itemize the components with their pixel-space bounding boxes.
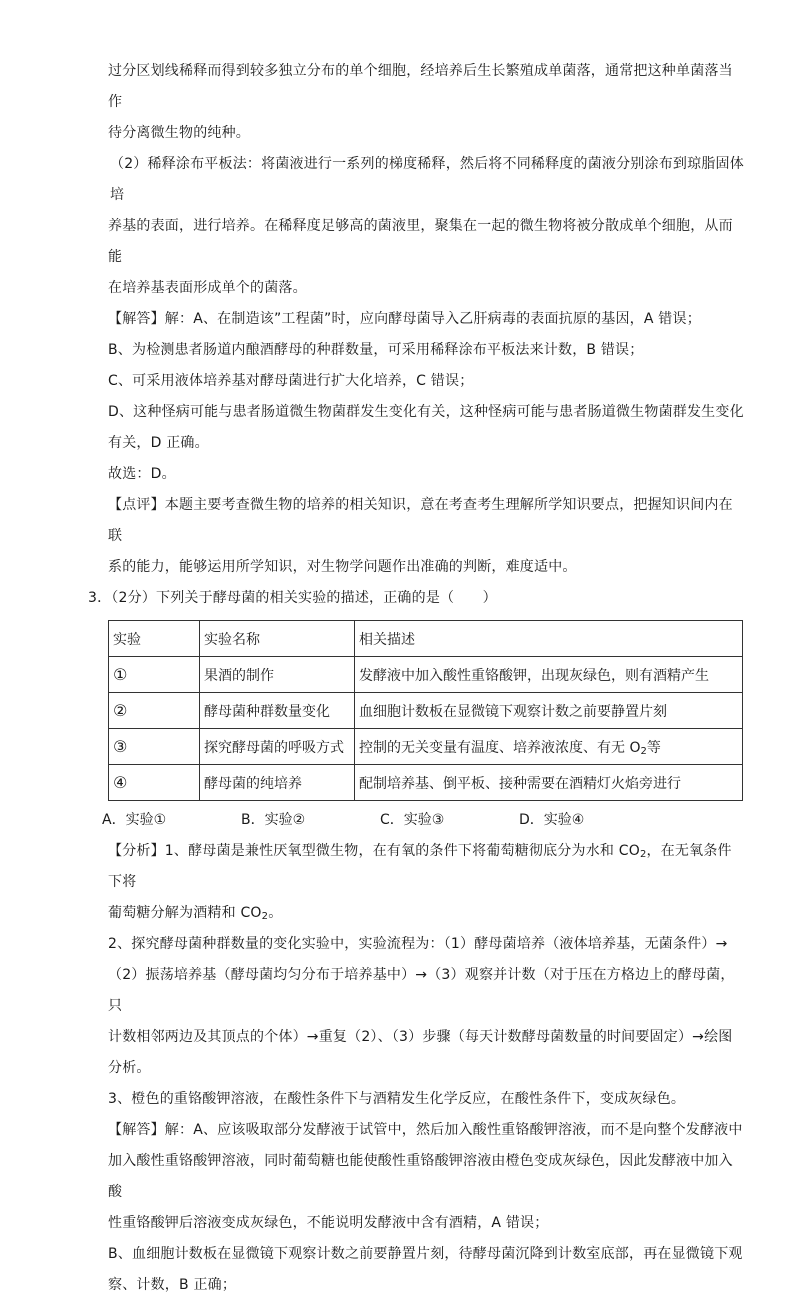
text-line: 有关，D 正确。 [108,435,209,451]
option-d: D．实验④ [519,812,585,828]
table-cell-name: 探究酵母菌的呼吸方式 [200,729,355,765]
text-span: ，在无氧条件下将 [108,843,732,890]
answer-options [102,805,744,836]
text-line: 加入酸性重铬酸钾溶液，同时葡萄糖也能使酸性重铬酸钾溶液由橙色变成灰绿色，因此发酵液中加入酸 [108,1153,733,1200]
table-row [109,693,743,729]
text-line [108,898,744,929]
text-line: C、可采用液体培养基对酵母菌进行扩大化培养，C 错误； [108,373,474,389]
table-row [109,765,743,801]
table-cell-id: ④ [109,765,200,801]
text-line: 2、探究酵母菌种群数量的变化实验中，实验流程为：（1）酵母菌培养（液体培养基，无菌条件）→ [108,936,728,952]
text-line: 察、计数，B 正确； [108,1277,237,1293]
question-stem: 3．（2分）下列关于酵母菌的相关实验的描述，正确的是（ ） [88,590,497,606]
text-line: （2）振荡培养基（酵母菌均匀分布于培养基中）→（3）观察并计数（对于压在方格边上的酵母菌，只 [108,967,735,1014]
text-line: 待分离微生物的纯种。 [108,125,250,141]
text-line: B、为检测患者肠道内酿酒酵母的种群数量，可采用稀释涂布平板法来计数，B 错误； [108,342,644,358]
text-line: 分析。 [108,1060,151,1076]
text-span: 。 [268,905,283,921]
table-cell-id: ③ [109,729,200,765]
text-line: 在培养基表面形成单个的菌落。 [108,280,307,296]
desc-text: 控制的无关变量有温度、培养液浓度、有无 O [359,739,641,756]
table-cell-desc [355,729,743,765]
table-header-cell: 相关描述 [355,621,743,657]
text-span: 葡萄糖分解为酒精和 CO [108,905,262,921]
table-cell-name: 酵母菌的纯培养 [200,765,355,801]
text-line: 3、橙色的重铬酸钾溶液，在酸性条件下与酒精发生化学反应，在酸性条件下，变成灰绿色。 [108,1091,686,1107]
text-line [108,836,744,898]
table-header-cell: 实验 [109,621,200,657]
table-row [109,729,743,765]
text-line: 过分区划线稀释而得到较多独立分布的单个细胞，经培养后生长繁殖成单菌落，通常把这种单菌落当作 [108,63,733,110]
experiment-table [108,620,743,801]
previous-explanation [108,56,744,583]
text-line: 性重铬酸钾后溶液变成灰绿色，不能说明发酵液中含有酒精，A 错误； [108,1215,549,1231]
answer-section [108,1115,744,1301]
table-cell-id: ② [109,693,200,729]
subscript: 2 [261,911,269,922]
table-row [109,657,743,693]
text-line: 【解答】解：A、应该吸取部分发酵液于试管中，然后加入酸性重铬酸钾溶液，而不是向整个发酵液中 [108,1122,743,1138]
text-line: 计数相邻两边及其顶点的个体）→重复（2）、（3）步骤（每天计数酵母菌数量的时间要固定）→绘图 [108,1029,733,1045]
text-line: 【点评】本题主要考查微生物的培养的相关知识，意在考查考生理解所学知识要点，把握知识间内在联 [108,497,733,544]
text-line: 【解答】解：A、在制造该”工程菌”时，应向酵母菌导入乙肝病毒的表面抗原的基因，A 错误； [108,311,701,327]
text-line: B、血细胞计数板在显微镜下观察计数之前要静置片刻，待酵母菌沉降到计数室底部，再在显微镜下观 [108,1246,743,1262]
table-cell-desc: 血细胞计数板在显微镜下观察计数之前要静置片刻 [355,693,743,729]
text-line: 养基的表面，进行培养。在稀释度足够高的菌液里，聚集在一起的微生物将被分散成单个细胞，从而能 [108,218,733,265]
desc-text: 等 [646,739,661,756]
text-line: 故选：D。 [108,466,176,482]
option-b: B．实验② [241,812,306,828]
table-cell-name: 酵母菌种群数量变化 [200,693,355,729]
table-cell-desc: 配制培养基、倒平板、接种需要在酒精灯火焰旁进行 [355,765,743,801]
table-cell-id: ① [109,657,200,693]
text-line: 系的能力，能够运用所学知识，对生物学问题作出准确的判断，难度适中。 [108,559,577,575]
table-cell-desc: 发酵液中加入酸性重铬酸钾，出现灰绿色，则有酒精产生 [355,657,743,693]
analysis-section [108,836,744,1115]
text-span: 【分析】1、酵母菌是兼性厌氧型微生物，在有氧的条件下将葡萄糖彻底分为水和 CO [108,843,640,859]
table-header-row [109,621,743,657]
subscript: 2 [640,745,647,757]
table-cell-name: 果酒的制作 [200,657,355,693]
table-header-cell: 实验名称 [200,621,355,657]
subscript: 2 [639,849,647,860]
option-a: A．实验① [102,812,167,828]
text-line: （2）稀释涂布平板法：将菌液进行一系列的梯度稀释，然后将不同稀释度的菌液分别涂布到琼脂固体培 [110,156,744,203]
option-c: C．实验③ [380,812,445,828]
text-line: D、这种怪病可能与患者肠道微生物菌群发生变化有关，这种怪病可能与患者肠道微生物菌群发生变化 [108,404,744,420]
